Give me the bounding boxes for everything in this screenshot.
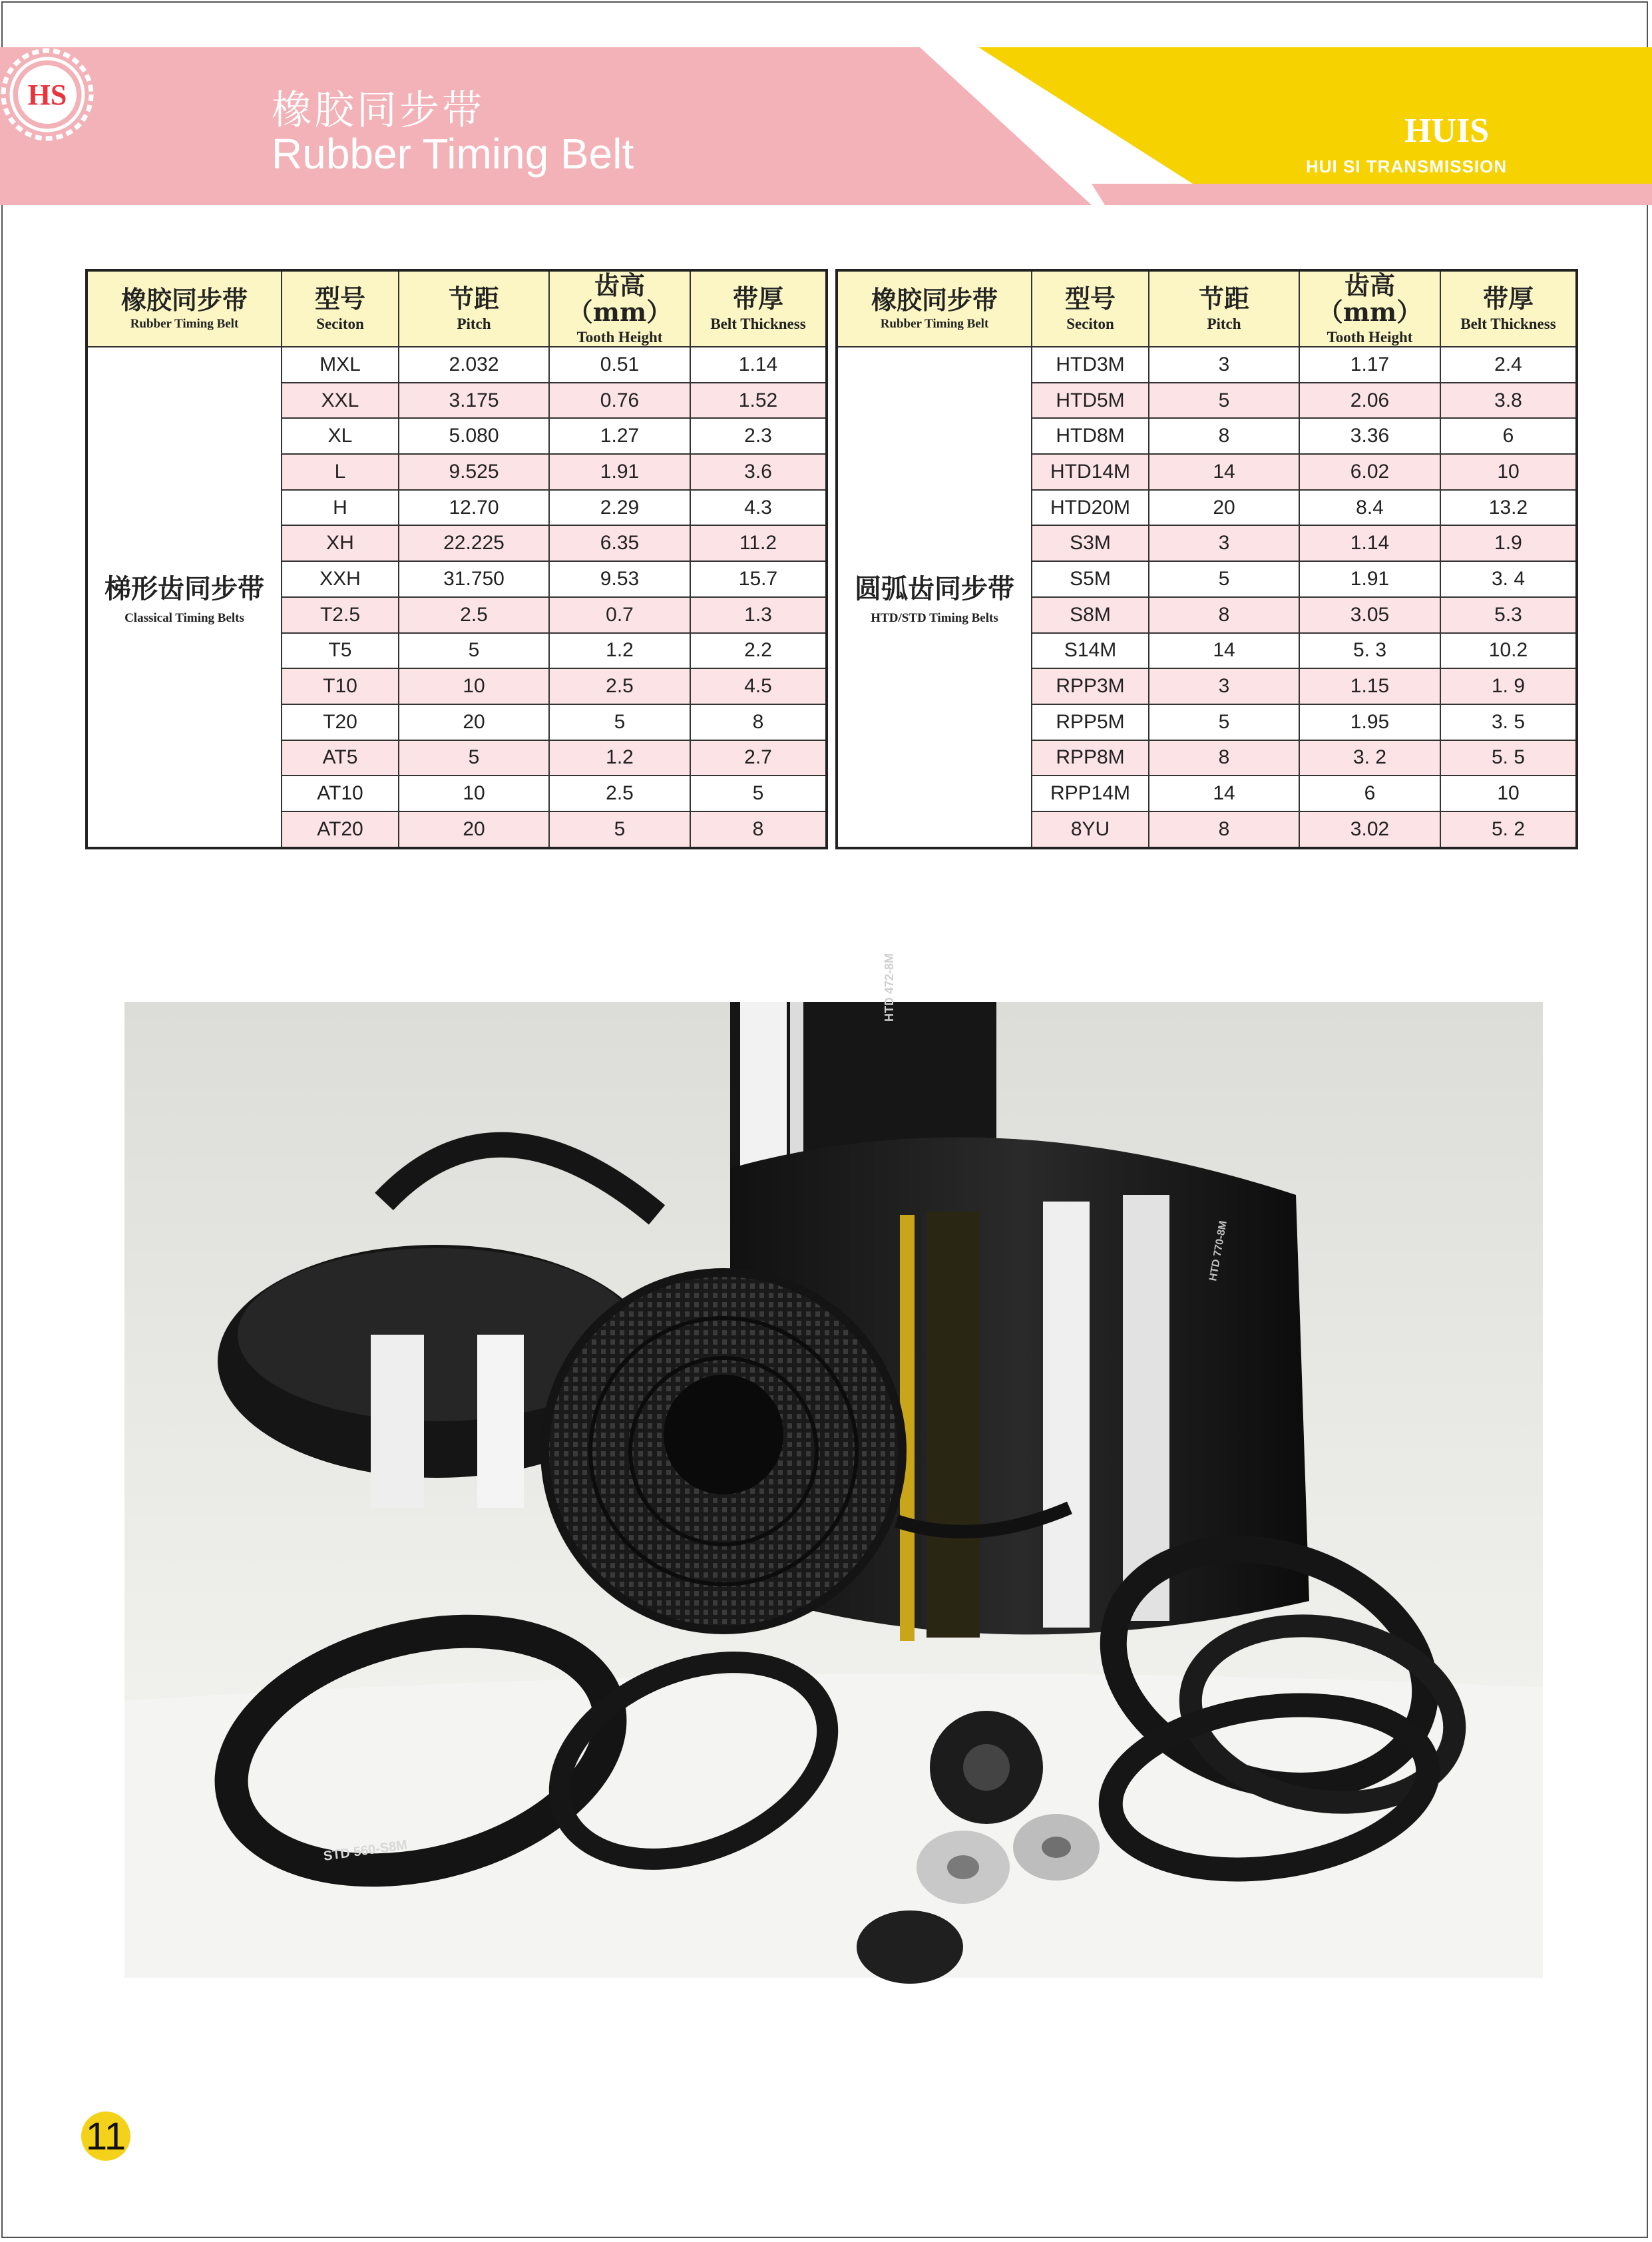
cell-tooth: 1.95: [1299, 704, 1440, 740]
cell-tooth: 1.2: [549, 633, 690, 669]
cell-tooth: 5: [549, 811, 690, 848]
huis-logo-icon: [0, 47, 95, 142]
cell-pitch: 5.080: [399, 418, 549, 454]
cell-pitch: 5: [1149, 704, 1299, 740]
cell-tooth: 2.5: [549, 668, 690, 704]
cell-pitch: 20: [1149, 490, 1299, 526]
htd-belt-table: [835, 269, 1578, 849]
cell-pitch: 5: [1149, 561, 1299, 597]
cell-section: AT20: [282, 811, 399, 848]
cell-thickness: 2.7: [690, 740, 827, 776]
cell-pitch: 2.5: [399, 597, 549, 633]
cell-pitch: 10: [399, 668, 549, 704]
header-tooth-height: 齿高（mm） Tooth Height: [1299, 270, 1440, 347]
cell-section: MXL: [282, 347, 399, 383]
table-row: [87, 347, 827, 383]
cell-thickness: 8: [690, 704, 827, 740]
belt-label-htd472: HTD 472-8M: [883, 953, 896, 1022]
cell-thickness: 1.9: [1440, 525, 1577, 561]
title-chinese: 橡胶同步带: [272, 87, 485, 134]
header-pitch: 节距 Pitch: [399, 270, 549, 347]
cell-pitch: 31.750: [399, 561, 549, 597]
belt-label-htd770: HTD 770-8M: [1207, 1220, 1229, 1282]
cell-tooth: 1.15: [1299, 668, 1440, 704]
cell-tooth: 5: [549, 704, 690, 740]
cell-pitch: 8: [1149, 740, 1299, 776]
group-label-classical: 梯形齿同步带 Classical Timing Belts: [87, 347, 282, 848]
header-belt-thickness: 带厚 Belt Thickness: [1440, 270, 1577, 347]
cell-thickness: 11.2: [690, 525, 827, 561]
cell-thickness: 2.2: [690, 633, 827, 669]
table-header-row: [837, 270, 1577, 347]
cell-pitch: 3: [1149, 347, 1299, 383]
cell-thickness: 1.52: [690, 383, 827, 419]
cell-pitch: 5: [399, 740, 549, 776]
cell-tooth: 0.51: [549, 347, 690, 383]
cell-thickness: 10.2: [1440, 633, 1577, 669]
cell-section: T5: [282, 633, 399, 669]
cell-tooth: 3. 2: [1299, 740, 1440, 776]
cell-tooth: 3.36: [1299, 418, 1440, 454]
cell-section: L: [282, 454, 399, 490]
header-group: 橡胶同步带 Rubber Timing Belt: [87, 270, 282, 347]
cell-thickness: 1. 9: [1440, 668, 1577, 704]
cell-section: XH: [282, 525, 399, 561]
cell-thickness: 2.4: [1440, 347, 1577, 383]
cell-tooth: 1.17: [1299, 347, 1440, 383]
cell-section: RPP3M: [1032, 668, 1149, 704]
header-tooth-height: 齿高（mm） Tooth Height: [549, 270, 690, 347]
cell-tooth: 1.91: [549, 454, 690, 490]
page-header: [0, 47, 1652, 205]
cell-section: RPP8M: [1032, 740, 1149, 776]
cell-pitch: 8: [1149, 418, 1299, 454]
cell-section: S14M: [1032, 633, 1149, 669]
product-photo: [124, 953, 1543, 1978]
cell-thickness: 1.14: [690, 347, 827, 383]
cell-thickness: 5.3: [1440, 597, 1577, 633]
cell-thickness: 3. 4: [1440, 561, 1577, 597]
cell-section: S5M: [1032, 561, 1149, 597]
header-section: 型号 Seciton: [1032, 270, 1149, 347]
cell-section: T20: [282, 704, 399, 740]
cell-pitch: 3: [1149, 525, 1299, 561]
brand-name: HUIS: [1404, 112, 1490, 150]
cell-tooth: 2.5: [549, 776, 690, 811]
cell-pitch: 5: [399, 633, 549, 669]
cell-thickness: 1.3: [690, 597, 827, 633]
header-belt-thickness: 带厚 Belt Thickness: [690, 270, 827, 347]
cell-thickness: 5. 5: [1440, 740, 1577, 776]
cell-thickness: 10: [1440, 776, 1577, 811]
cell-section: T10: [282, 668, 399, 704]
cell-section: HTD20M: [1032, 490, 1149, 526]
timing-belts-illustration: [124, 953, 1543, 1978]
cell-pitch: 9.525: [399, 454, 549, 490]
cell-pitch: 14: [1149, 454, 1299, 490]
cell-tooth: 8.4: [1299, 490, 1440, 526]
cell-thickness: 4.3: [690, 490, 827, 526]
cell-section: AT10: [282, 776, 399, 811]
cell-thickness: 6: [1440, 418, 1577, 454]
classical-belt-table: [85, 269, 828, 849]
cell-section: S8M: [1032, 597, 1149, 633]
cell-pitch: 10: [399, 776, 549, 811]
cell-thickness: 2.3: [690, 418, 827, 454]
cell-tooth: 6.35: [549, 525, 690, 561]
cell-pitch: 22.225: [399, 525, 549, 561]
cell-pitch: 12.70: [399, 490, 549, 526]
cell-tooth: 5. 3: [1299, 633, 1440, 669]
cell-thickness: 3.6: [690, 454, 827, 490]
cell-tooth: 2.06: [1299, 383, 1440, 419]
cell-tooth: 6: [1299, 776, 1440, 811]
title-english: Rubber Timing Belt: [272, 130, 634, 178]
group-label-htd: 圆弧齿同步带 HTD/STD Timing Belts: [837, 347, 1032, 848]
cell-section: HTD5M: [1032, 383, 1149, 419]
cell-tooth: 0.76: [549, 383, 690, 419]
cell-thickness: 5. 2: [1440, 811, 1577, 848]
cell-thickness: 5: [690, 776, 827, 811]
cell-pitch: 14: [1149, 776, 1299, 811]
svg-text:HS: HS: [27, 79, 67, 111]
cell-section: T2.5: [282, 597, 399, 633]
belt-label-std560: STD 560-S8M: [322, 1837, 409, 1864]
cell-section: 8YU: [1032, 811, 1149, 848]
cell-section: XXL: [282, 383, 399, 419]
cell-thickness: 3. 5: [1440, 704, 1577, 740]
cell-pitch: 20: [399, 811, 549, 848]
cell-thickness: 4.5: [690, 668, 827, 704]
table-row: [837, 347, 1577, 383]
header-section: 型号 Seciton: [282, 270, 399, 347]
cell-thickness: 8: [690, 811, 827, 848]
cell-tooth: 0.7: [549, 597, 690, 633]
cell-tooth: 1.2: [549, 740, 690, 776]
cell-tooth: 1.91: [1299, 561, 1440, 597]
cell-pitch: 8: [1149, 597, 1299, 633]
cell-section: H: [282, 490, 399, 526]
cell-thickness: 15.7: [690, 561, 827, 597]
cell-section: S3M: [1032, 525, 1149, 561]
cell-tooth: 1.27: [549, 418, 690, 454]
cell-pitch: 2.032: [399, 347, 549, 383]
cell-thickness: 3.8: [1440, 383, 1577, 419]
cell-section: AT5: [282, 740, 399, 776]
cell-section: RPP5M: [1032, 704, 1149, 740]
cell-section: HTD14M: [1032, 454, 1149, 490]
cell-tooth: 9.53: [549, 561, 690, 597]
cell-pitch: 8: [1149, 811, 1299, 848]
cell-tooth: 6.02: [1299, 454, 1440, 490]
page-number: 11: [81, 2112, 130, 2161]
cell-tooth: 1.14: [1299, 525, 1440, 561]
brand-tagline: HUI SI TRANSMISSION: [1306, 156, 1508, 176]
cell-thickness: 13.2: [1440, 490, 1577, 526]
cell-pitch: 20: [399, 704, 549, 740]
cell-tooth: 3.02: [1299, 811, 1440, 848]
cell-tooth: 2.29: [549, 490, 690, 526]
header-group: 橡胶同步带 Rubber Timing Belt: [837, 270, 1032, 347]
cell-section: XL: [282, 418, 399, 454]
cell-pitch: 3.175: [399, 383, 549, 419]
header-pitch: 节距 Pitch: [1149, 270, 1299, 347]
cell-section: HTD3M: [1032, 347, 1149, 383]
cell-pitch: 3: [1149, 668, 1299, 704]
cell-pitch: 5: [1149, 383, 1299, 419]
cell-section: HTD8M: [1032, 418, 1149, 454]
cell-section: XXH: [282, 561, 399, 597]
cell-thickness: 10: [1440, 454, 1577, 490]
cell-section: RPP14M: [1032, 776, 1149, 811]
cell-pitch: 14: [1149, 633, 1299, 669]
table-header-row: [87, 270, 827, 347]
cell-tooth: 3.05: [1299, 597, 1440, 633]
